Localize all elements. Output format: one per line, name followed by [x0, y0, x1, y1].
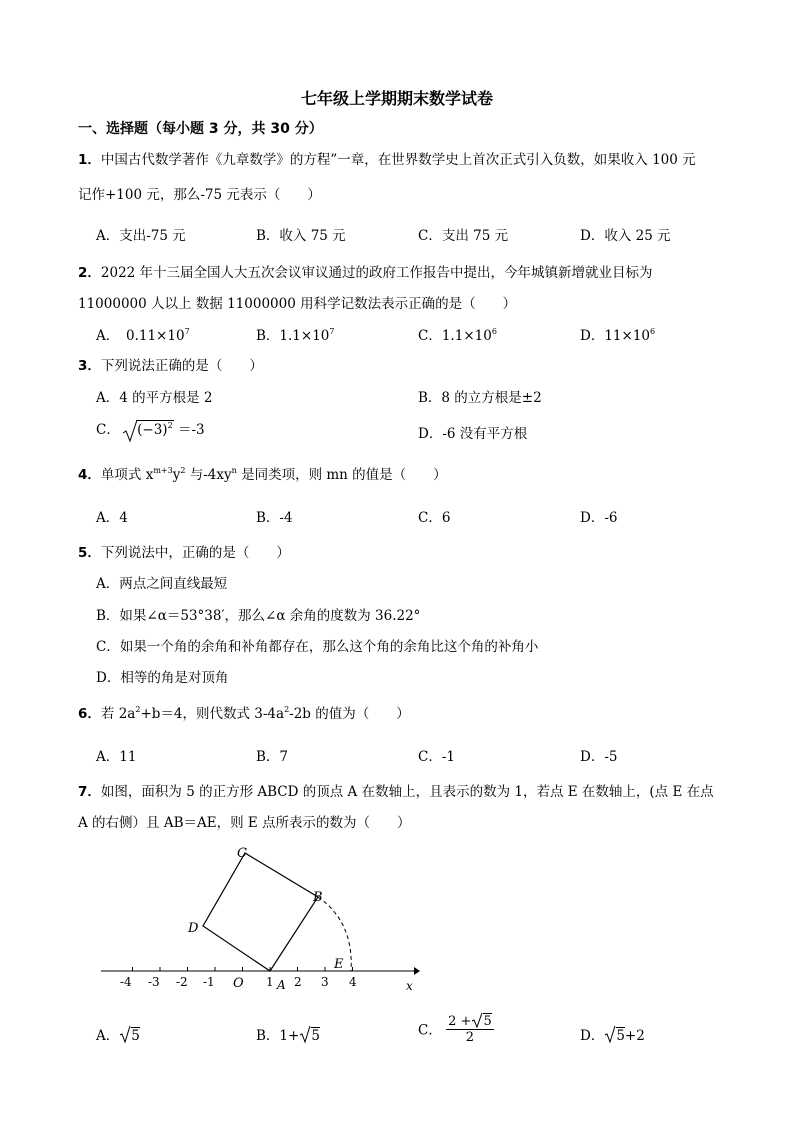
q3-option-c: C． $(-3)^2 =-3$ [96, 418, 205, 444]
q6-option-c: C．-1 [418, 749, 455, 765]
point-label-d: D [188, 921, 199, 936]
q1-option-d: D．收入 25 元 [580, 228, 671, 244]
q3-option-d: D．-6 没有平方根 [418, 426, 528, 442]
q2-option-d: D．$11\times 10^6$ [580, 327, 656, 344]
q2-option-c: C．$1.1\times 10^6$ [418, 327, 497, 344]
question-text: 中国古代数学著作《九章数学》的方程”一章，在世界数学史上首次正式引入负数，如果收入 100 元 [100, 152, 696, 168]
tick-label: -2 [176, 975, 188, 989]
point-label-c: C [237, 846, 247, 861]
question-3 [78, 354, 263, 374]
question-2-line2: 11000000 人以上 数据 11000000 用科学记数法表示正确的是（ ） [78, 296, 517, 312]
q3-option-a: A．4 的平方根是 2 [96, 390, 213, 406]
axis-arrow-icon [414, 967, 420, 975]
q1-option-c: C．支出 75 元 [418, 228, 509, 244]
question-number: 3． [78, 358, 101, 374]
tick-label: 3 [321, 975, 329, 989]
question-text: 2022 年十三届全国人大五次会议审议通过的政府工作报告中提出，今年城镇新增就业目标为 [100, 265, 653, 281]
question-text: 如图，面积为 5 的正方形 ABCD 的顶点 A 在数轴上，且表示的数为 1，若点 E 在数轴上，(点 E 在点 [100, 784, 714, 800]
q5-option-a: A．两点之间直线最短 [96, 576, 228, 592]
q5-option-d: D．相等的角是对顶角 [96, 670, 229, 686]
question-1-line2: 记作+100 元，那么-75 元表示（ ） [78, 187, 321, 203]
tick-label: -4 [120, 975, 132, 989]
question-7-line2: A 的右侧）且 AB＝AE，则 E 点所表示的数为（ ） [78, 815, 411, 831]
q6-option-b: B．7 [256, 749, 289, 765]
q4-option-b: B．-4 [256, 510, 293, 526]
question-text: 下列说法中，正确的是（ ） [100, 545, 290, 561]
q1-option-b: B．收入 75 元 [256, 228, 346, 244]
question-number: 2． [78, 265, 101, 281]
q4-option-a: A．4 [96, 510, 128, 526]
tick-label: 1 [266, 975, 274, 989]
question-number: 1． [78, 152, 101, 168]
square-abcd [203, 853, 318, 971]
q7-option-c: C． $\frac{2 + 5}{2}$ [418, 1014, 492, 1045]
q4-option-d: D．-6 [580, 510, 618, 526]
fraction: $\frac{2 + 5}{2}$ [448, 1014, 492, 1045]
question-number: 7． [78, 784, 101, 800]
section-heading: 一、选择题（每小题 3 分，共 30 分） [78, 121, 323, 137]
question-number: 4． [78, 467, 101, 483]
question-4: 4．单项式 $x^{m+3}y^2$ 与$-4xy^n$ 是同类项，则 mn 的值是（ ） [78, 466, 447, 483]
sqrt-sign-icon [471, 1012, 483, 1028]
q7-option-a: A． 5 [96, 1024, 140, 1044]
axis-label-x: x [406, 979, 413, 993]
sqrt-sign-icon [299, 1025, 311, 1043]
question-5 [78, 541, 290, 561]
question-2 [78, 261, 653, 281]
q2-option-b: B．$1.1\times 10^7$ [256, 327, 335, 344]
question-7 [78, 780, 714, 800]
page-title: 七年级上学期期末数学试卷 [300, 89, 493, 108]
q2-option-a: A． $0.11\times 10^7$ [96, 327, 190, 344]
sqrt-sign-icon [119, 1025, 131, 1043]
tick-label: 2 [294, 975, 302, 989]
q5-option-c: C．如果一个角的余角和补角都存在，那么这个角的余角比这个角的补角小 [96, 639, 539, 655]
q6-option-a: A．11 [96, 749, 137, 765]
point-label-o: O [233, 976, 244, 991]
q6-option-d: D．-5 [580, 749, 618, 765]
square-number-line-figure [96, 840, 436, 1000]
q7-option-b: B．1+ 5 [256, 1024, 320, 1044]
q4-option-c: C．6 [418, 510, 451, 526]
q7-option-d: D． 5+2 [580, 1024, 645, 1044]
question-1 [78, 148, 696, 168]
tick-label: -1 [203, 975, 215, 989]
q3-option-b: B．8 的立方根是±2 [418, 390, 542, 406]
question-text: 下列说法正确的是（ ） [100, 358, 263, 374]
point-label-a: A [277, 978, 286, 992]
point-label-e: E [334, 957, 344, 972]
tick-label: 4 [349, 975, 357, 989]
question-number: 5． [78, 545, 101, 561]
tick-label: -3 [148, 975, 160, 989]
q5-option-b: B．如果∠α＝53°38′，那么∠α 余角的度数为 36.22° [96, 608, 421, 624]
sqrt-sign-icon [604, 1025, 616, 1043]
axis-ticks [133, 967, 353, 971]
point-label-b: B [313, 890, 323, 905]
q1-option-a: A．支出-75 元 [96, 228, 186, 244]
question-number: 6． [78, 706, 101, 722]
question-6: 6．若 $2a^2+b=4$，则代数式 $3-4a^2-2b$ 的值为（ ） [78, 705, 410, 722]
